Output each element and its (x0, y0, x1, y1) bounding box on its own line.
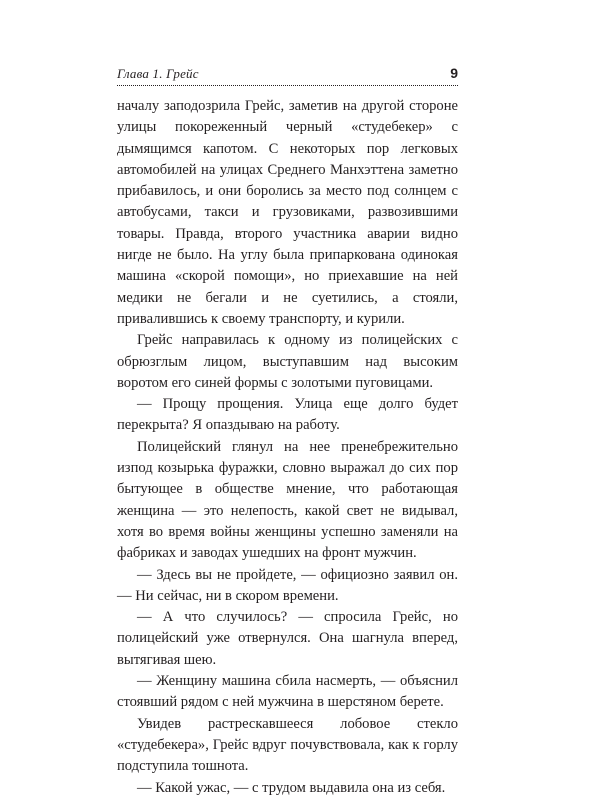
page-number: 9 (450, 65, 458, 81)
dialogue-paragraph: — Прощу прощения. Улица еще долго будет перекрыта? Я опаздываю на работу. (117, 396, 458, 434)
paragraph: Увидев растрескавшееся лобовое стекло «студебекера», Грейс вдруг почувствовала, как к горлу подступила тошнота. (117, 715, 458, 775)
paragraph: началу заподозрила Грейс, заметив на другой стороне улицы покореженный черный «студебекер» с дымящимся капотом. С некоторых пор легковых автомобилей на улицах Среднего Манхэттена заметно прибавилось, и они боролись за место под солнцем с автобусами, такси и грузовиками, развозившими товары. Правда, второго участника аварии видно нигде не было. На углу была припаркована одинокая машина «скорой помощи», но приехавшие на ней медики не бегали и не суетились, а стояли, привалившись к своему транспорту, и курили. (117, 98, 458, 327)
dialogue-paragraph: — Здесь вы не пройдете, — официозно заявил он. — Ни сейчас, ни в скором времени. (117, 566, 458, 604)
dialogue-paragraph: — Женщину машина сбила насмерть, — объяснил стоявший рядом с ней мужчина в шерстяном берете. (117, 673, 458, 711)
paragraph: Полицейский глянул на нее пренебрежительно изпод козырька фуражки, словно выражал до сих пор бытующее в обществе мнение, что работающая женщина — это нелепость, какой свет не видывал, хотя во время войны женщины успешно заменяли на фабриках и заводах ушедших на фронт мужчин. (117, 438, 458, 562)
paragraph: Грейс направилась к одному из полицейских с обрюзглым лицом, выступавшим над высоким воротом его синей формы с золотыми пуговицами. (117, 332, 458, 391)
dialogue-paragraph: — Какой ужас, — с трудом выдавила она из себя. (137, 779, 446, 796)
body-text (117, 96, 458, 799)
header-dotted-rule (117, 85, 458, 86)
dialogue-paragraph: — А что случилось? — спросила Грейс, но полицейский уже отвернулся. Она шагнула вперед, вытягивая шею. (117, 609, 458, 668)
running-header (117, 66, 458, 82)
chapter-title: Глава 1. Грейс (117, 66, 199, 81)
